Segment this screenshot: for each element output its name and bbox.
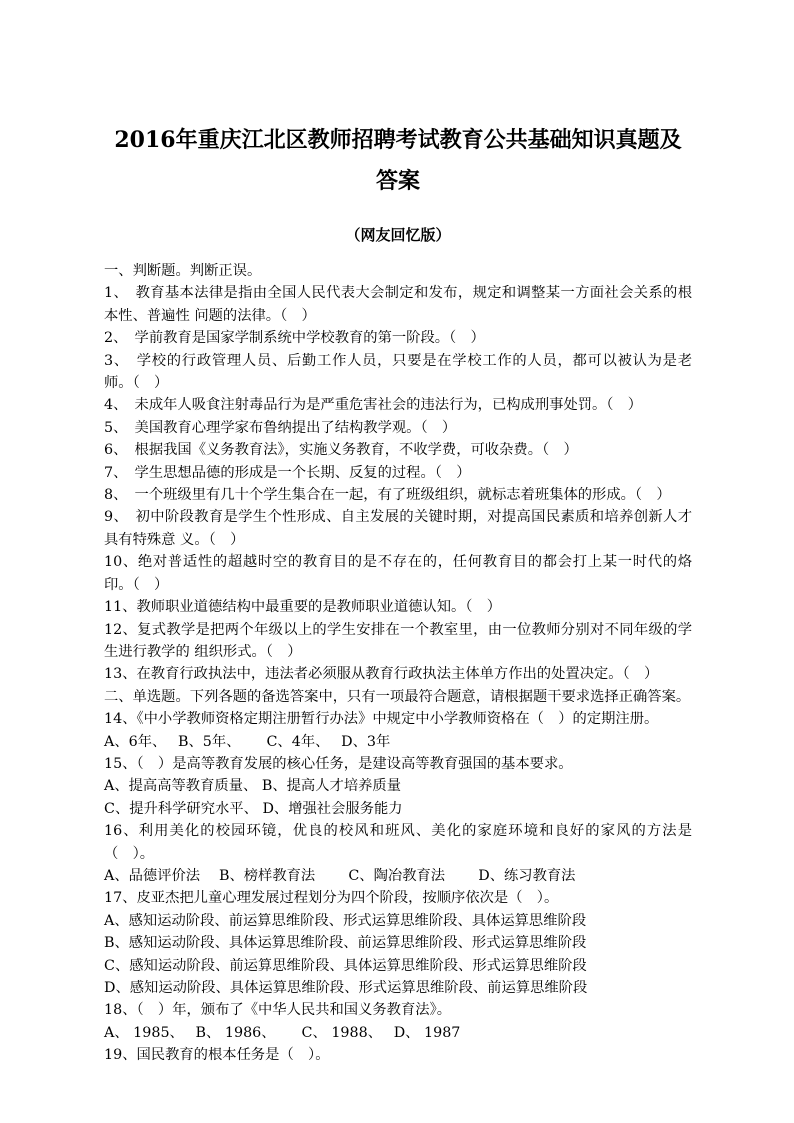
question-item: 10、绝对普适性的超越时空的教育目的是不存在的，任何教育目的都会打上某一时代的烙印。（ ） — [104, 554, 692, 593]
question-item: 3、 学校的行政管理人员、后勤工作人员，只要是在学校工作的人员，都可以被认为是老师。（ ） — [104, 352, 692, 392]
question-stem: 17、皮亚杰把儿童心理发展过程划分为四个阶段，按顺序依次是（ ）。 — [104, 890, 559, 907]
question-item: 6、 根据我国《义务教育法》，实施义务教育，不收学费，可收杂费。（ ） — [104, 442, 578, 459]
answer-option-row: D、感知运动阶段、具体运算思维阶段、形式运算思维阶段、前运算思维阶段 — [104, 980, 588, 996]
question-stem: 19、国民教育的根本任务是（ ）。 — [104, 1047, 330, 1064]
answer-option-row: C、提升科学研究水平、 D、增强社会服务能力 — [104, 800, 403, 817]
question-item: 1、 教育基本法律是指由全国人民代表大会制定和发布，规定和调整某一方面社会关系的根本性、普遍性 问题的法律。（ ） — [104, 285, 692, 324]
answer-option-row: B、感知运动阶段、具体运算思维阶段、前运算思维阶段、形式运算思维阶段 — [104, 935, 587, 952]
answer-option-row: A、6年、 B、5年、 C、4年、 D、3年 — [104, 733, 391, 750]
section-heading-true-false: 一、判断题。判断正误。 — [104, 263, 262, 279]
section-heading-multiple-choice: 二、单选题。下列各题的备选答案中，只有一项最符合题意，请根据题干要求选择正确答案。 — [104, 688, 691, 705]
document-body — [104, 246, 692, 1067]
question-item: 4、 未成年人吸食注射毒品行为是严重危害社会的违法行为，已构成刑事处罚。（ ） — [104, 397, 643, 414]
question-item: 8、 一个班级里有几十个学生集合在一起，有了班级组织，就标志着班集体的形成。（ ） — [104, 487, 671, 504]
answer-option-row: A、提高高等教育质量、 B、提高人才培养质量 — [104, 778, 402, 795]
question-item: 2、 学前教育是国家学制系统中学校教育的第一阶段。（ ） — [104, 330, 485, 347]
question-item: 11、教师职业道德结构中最重要的是教师职业道德认知。（ ） — [104, 599, 502, 616]
page-title: 2016年重庆江北区教师招聘考试教育公共基础知识真题及答案 — [114, 127, 682, 194]
answer-option-row: A、感知运动阶段、前运算思维阶段、形式运算思维阶段、具体运算思维阶段 — [104, 912, 587, 929]
question-stem: 14、《中小学教师资格定期注册暂行办法》中规定中小学教师资格在（ ）的定期注册。 — [104, 711, 659, 728]
document-content — [104, 0, 692, 1067]
question-item: 5、 美国教育心理学家布鲁纳提出了结构教学观。（ ） — [104, 419, 457, 436]
question-item: 13、在教育行政执法中，违法者必须服从教育行政执法主体单方作出的处置决定。（ ） — [104, 666, 659, 683]
answer-option-row: A、 1985、 B、 1986、 C、 1988、 D、 1987 — [104, 1024, 461, 1041]
question-item: 7、 学生思想品德的形成是一个长期、反复的过程。（ ） — [104, 464, 471, 481]
question-item: 12、复式教学是把两个年级以上的学生安排在一个教室里，由一位教师分别对不同年级的学生进行教学的 组织形式。（ ） — [104, 621, 692, 660]
answer-option-row: C、感知运动阶段、前运算思维阶段、具体运算思维阶段、形式运算思维阶段 — [104, 957, 587, 974]
question-stem: 18、（ ）年，颁布了《中华人民共和国义务教育法》。 — [104, 1002, 452, 1019]
question-stem: 15、（ ）是高等教育发展的核心任务，是建设高等教育强国的基本要求。 — [104, 755, 573, 772]
answer-option-row: A、品德评价法 B、榜样教育法 C、陶冶教育法 D、练习教育法 — [104, 867, 576, 884]
question-stem: 16、利用美化的校园环镜，优良的校风和班风、美化的家庭环境和良好的家风的方法是（ ）。 — [104, 823, 692, 862]
document-subtitle: （网友回忆版） — [345, 226, 451, 244]
question-item: 9、 初中阶段教育是学生个性形成、自主发展的关键时期，对提高国民素质和培养创新人才具有特殊意 义。（ ） — [104, 509, 692, 548]
